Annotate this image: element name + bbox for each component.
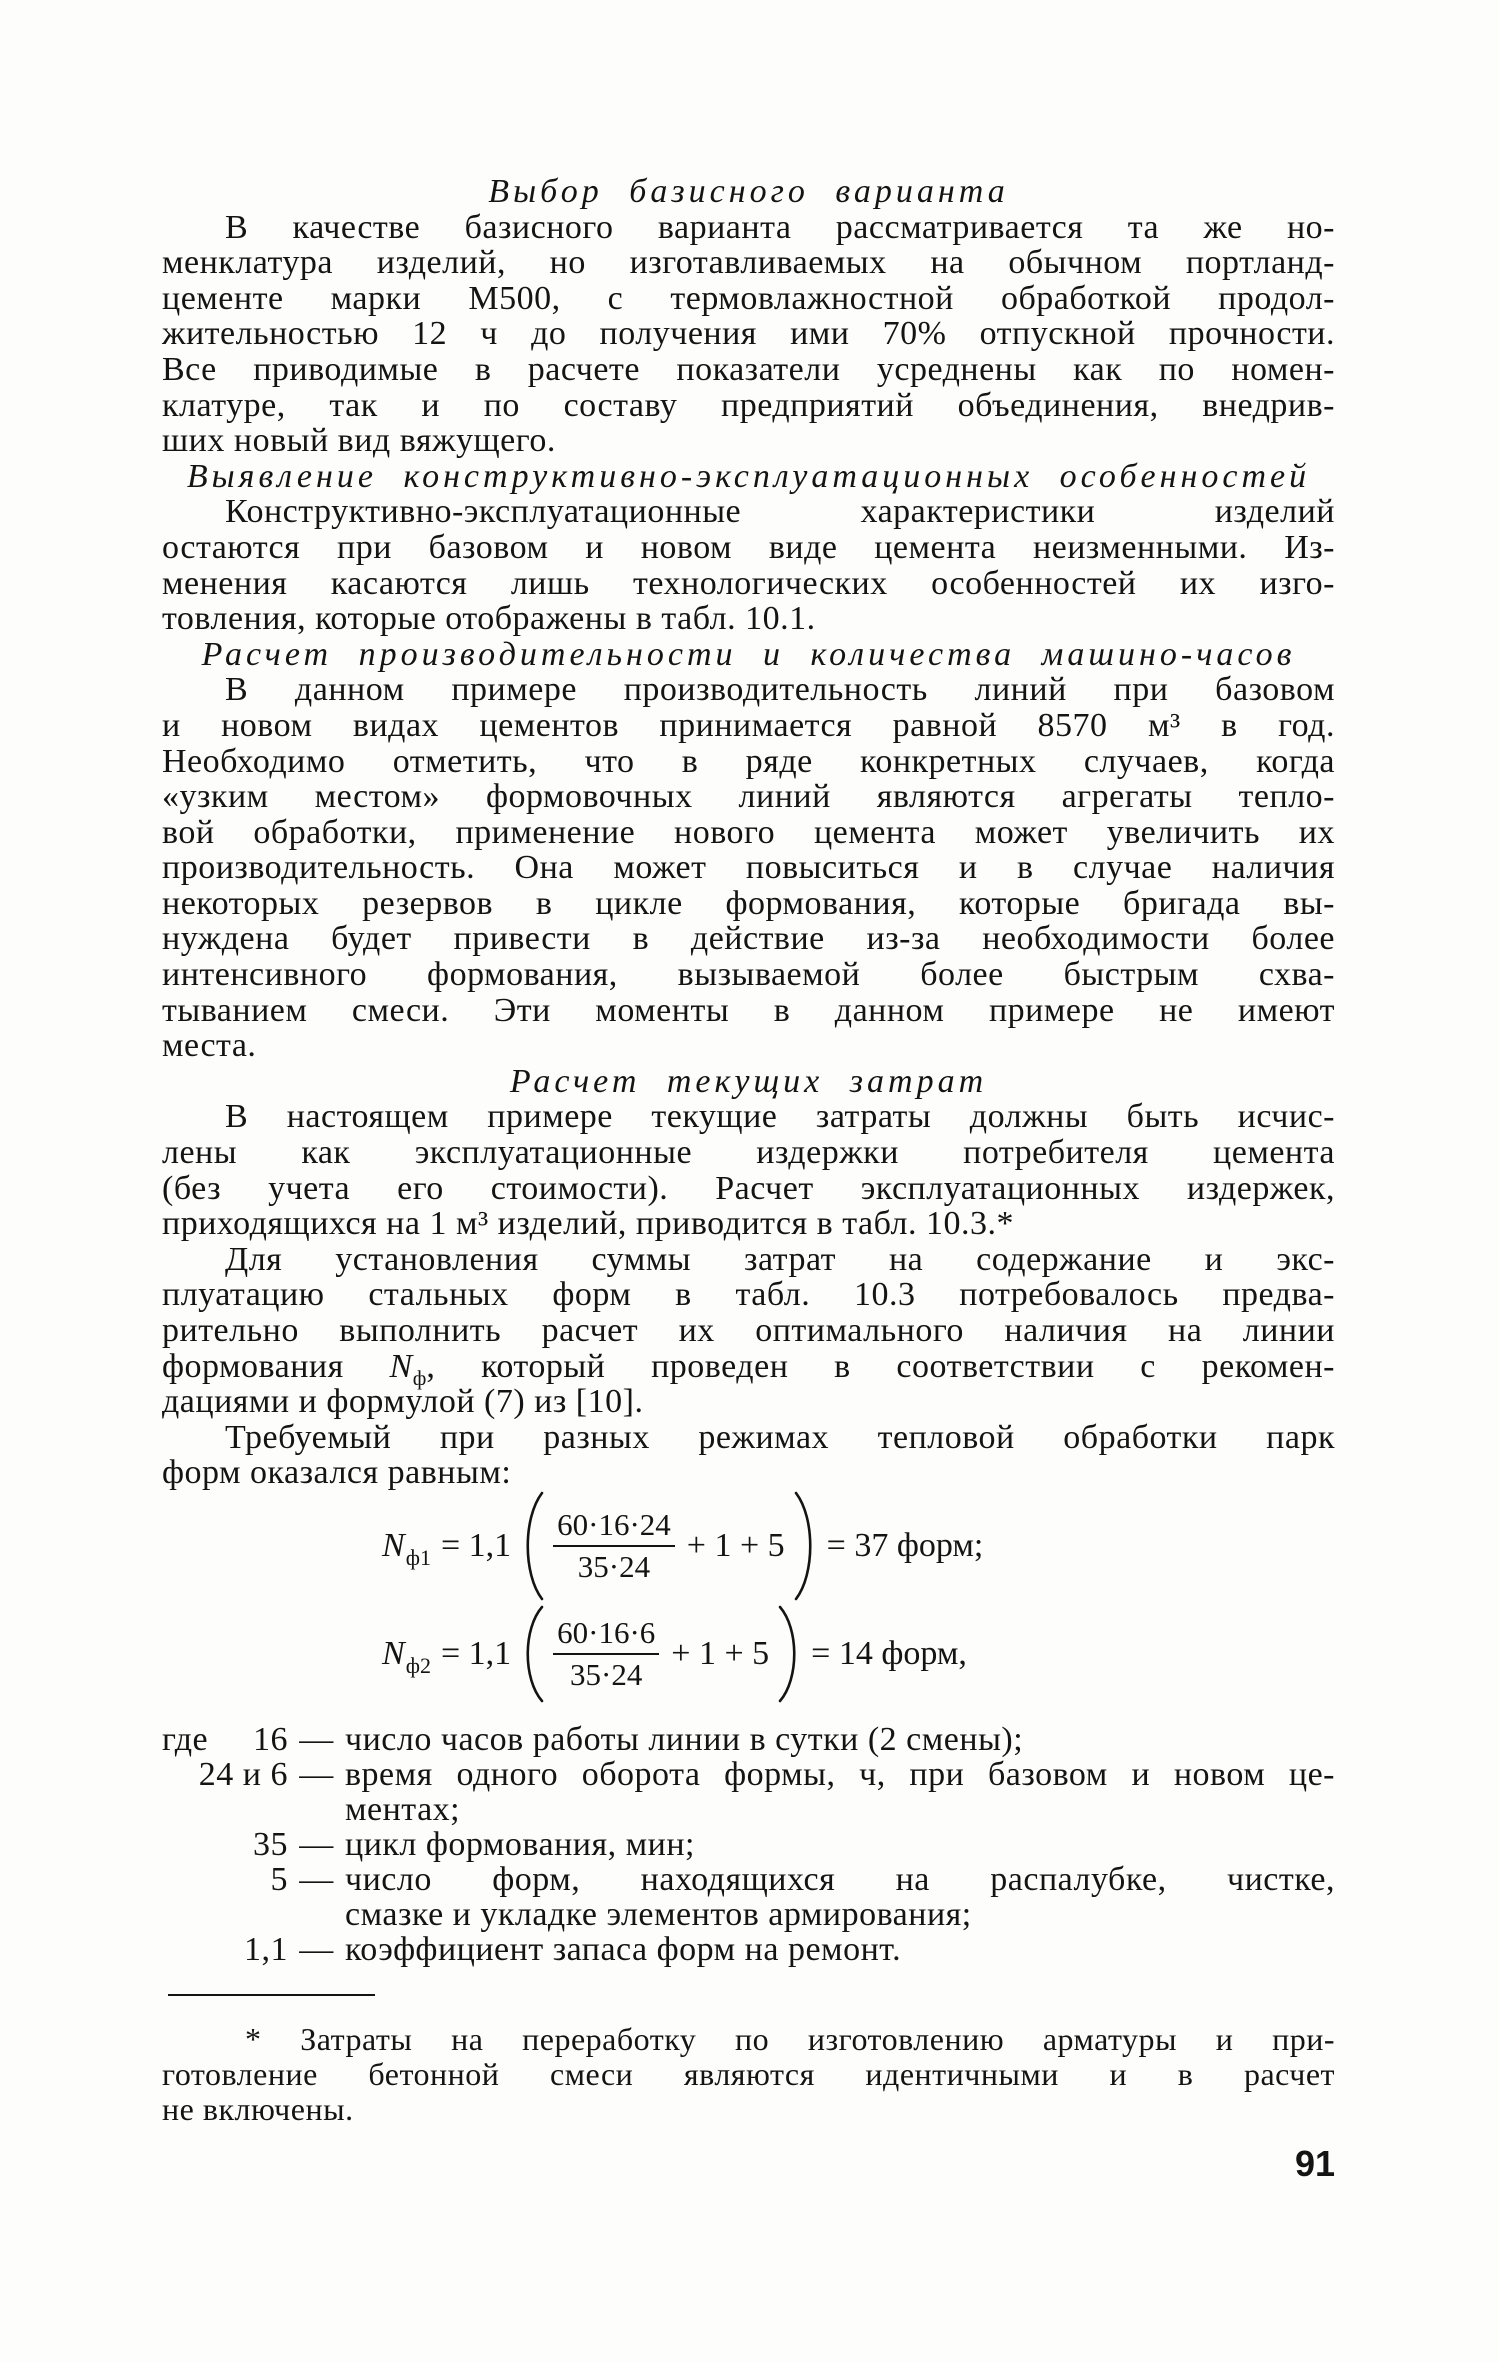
paragraph-line: Все приводимые в расчете показатели усреднены как по номен- xyxy=(162,350,1335,388)
fraction-denominator: 35·24 xyxy=(577,1549,651,1584)
section-heading: Расчет текущих затрат xyxy=(509,1062,988,1100)
paragraph-line: В качестве базисного варианта рассматривается та же но- xyxy=(225,208,1335,246)
paragraph-line: тыванием смеси. Эти моменты в данном примере не имеют xyxy=(162,991,1335,1029)
paragraph-line: (без учета его стоимости). Расчет эксплуатационных издержек, xyxy=(162,1169,1335,1207)
formula-addend: + 1 + 5 xyxy=(686,1527,785,1564)
paragraph-line: ших новый вид вяжущего. xyxy=(162,422,556,460)
paragraph-line: Требуемый при разных режимах тепловой обработки парк xyxy=(225,1418,1335,1456)
legend-term: где 16 xyxy=(162,1721,288,1758)
legend-line: коэффициент запаса форм на ремонт. xyxy=(345,1931,902,1968)
paragraph-line: Для установления суммы затрат на содержание и экс- xyxy=(225,1240,1335,1278)
paragraph-line: Конструктивно-эксплуатационные характеристики изделий xyxy=(225,493,1335,531)
formula-nf2 xyxy=(382,1604,967,1704)
formula-subscript: ф2 xyxy=(405,1653,431,1678)
paragraph-line: Необходимо отметить, что в ряде конкретных случаев, когда xyxy=(162,742,1335,780)
fraction-denominator: 35·24 xyxy=(570,1657,643,1692)
paragraph-line: нуждена будет привести в действие из-за необходимости более xyxy=(162,920,1335,958)
fraction xyxy=(553,1505,675,1587)
legend-dash: — xyxy=(299,1756,334,1793)
paragraph xyxy=(162,494,1335,636)
paragraph-line xyxy=(162,1347,1335,1390)
paragraph-line: и новом видах цементов принимается равной 8570 м³ в год. xyxy=(162,706,1335,744)
formula-result: = 37 форм; xyxy=(826,1527,984,1564)
line-text: , который проведен в соответствии с рекомен- xyxy=(426,1347,1335,1385)
legend-item xyxy=(162,1862,1335,1932)
main-text xyxy=(162,174,1335,1491)
paragraph-line: некоторых резервов в цикле формования, которые бригада вы- xyxy=(162,884,1335,922)
legend-term: 35 xyxy=(253,1826,288,1863)
page-number: 91 xyxy=(1294,2143,1335,2184)
fraction-numerator: 60·16·6 xyxy=(553,1613,659,1655)
legend-description xyxy=(345,1722,1335,1757)
legend-description xyxy=(345,1862,1335,1932)
paragraph-line: рительно выполнить расчет их оптимального наличия на линии xyxy=(162,1312,1335,1349)
variable-symbol: N xyxy=(389,1347,413,1385)
legend-description xyxy=(345,1827,1335,1862)
paragraph-line: клатуре, так и по составу предприятий объединения, внедрив- xyxy=(162,386,1335,424)
formula-symbol: N xyxy=(382,1527,405,1564)
formula-symbol: N xyxy=(382,1635,405,1672)
section-heading: Выявление конструктивно-эксплуатационных особенностей xyxy=(186,457,1311,495)
legend-item xyxy=(162,1827,1335,1862)
legend-term: 5 xyxy=(270,1861,288,1898)
formula-legend xyxy=(162,1722,1335,1967)
legend-line: цикл формования, мин; xyxy=(345,1826,695,1863)
paragraph-line: места. xyxy=(162,1027,257,1065)
legend-item xyxy=(162,1722,1335,1757)
legend-term: 24 и 6 xyxy=(198,1756,288,1793)
paragraph xyxy=(162,672,1335,1064)
formula-coefficient: = 1,1 xyxy=(440,1635,512,1672)
legend-item xyxy=(162,1932,1335,1967)
right-parenthesis xyxy=(775,1604,805,1704)
footnote-line: не включены. xyxy=(162,2091,354,2127)
legend-description xyxy=(345,1757,1335,1827)
paragraph-line: менения касаются лишь технологических особенностей их изго- xyxy=(162,564,1335,602)
paragraph-line: плуатацию стальных форм в табл. 10.3 потребовалось предва- xyxy=(162,1276,1335,1314)
legend-dash: — xyxy=(299,1931,334,1968)
paragraph-line: дациями и формулой (7) из [10]. xyxy=(162,1383,644,1421)
right-parenthesis xyxy=(791,1490,821,1602)
footnote-line: * Затраты на переработку по изготовлению арматуры и при- xyxy=(245,2021,1335,2057)
paragraph-line: менклатура изделий, но изготавливаемых на обычном портланд- xyxy=(162,244,1335,282)
legend-line: число форм, находящихся на распалубке, чистке, xyxy=(345,1861,1335,1898)
paragraph-line: интенсивного формования, вызываемой более быстрым схва- xyxy=(162,956,1335,994)
paragraph-line: В данном примере производительность линий при базовом xyxy=(225,671,1335,709)
formula-result: = 14 форм, xyxy=(811,1635,967,1672)
formula-nf1 xyxy=(382,1490,983,1602)
paragraph xyxy=(162,1420,1335,1491)
formula-addend: + 1 + 5 xyxy=(671,1635,770,1672)
legend-term: 1,1 xyxy=(244,1931,288,1968)
paragraph xyxy=(162,210,1335,459)
legend-line: смазке и укладке элементов армирования; xyxy=(345,1896,972,1933)
legend-dash: — xyxy=(299,1826,334,1863)
paragraph-line: «узким местом» формовочных линий являются агрегаты тепло- xyxy=(162,778,1335,816)
paragraph-line: форм оказался равным: xyxy=(162,1454,512,1492)
paragraph-line: лены как эксплуатационные издержки потребителя цемента xyxy=(162,1134,1335,1172)
line-text: формования xyxy=(162,1347,390,1385)
formula-coefficient: = 1,1 xyxy=(440,1527,512,1564)
footnote-line: готовление бетонной смеси являются идентичными и в расчет xyxy=(162,2056,1335,2092)
legend-item xyxy=(162,1757,1335,1827)
paragraph-line: В настоящем примере текущие затраты должны быть исчис- xyxy=(225,1098,1335,1136)
paragraph-line: жительностью 12 ч до получения ими 70% отпускной прочности. xyxy=(162,315,1335,353)
legend-line: время одного оборота формы, ч, при базовом и новом це- xyxy=(345,1756,1335,1793)
legend-description xyxy=(345,1932,1335,1967)
paragraph-line: производительность. Она может повыситься и в случае наличия xyxy=(162,849,1335,887)
paragraph-line: товления, которые отображены в табл. 10.1. xyxy=(162,600,816,638)
paragraph xyxy=(162,1242,1335,1420)
legend-line: ментах; xyxy=(345,1791,461,1828)
paragraph xyxy=(162,1099,1335,1241)
legend-dash: — xyxy=(299,1721,334,1758)
footnote xyxy=(162,2022,1335,2127)
left-parenthesis xyxy=(517,1604,547,1704)
fraction xyxy=(553,1613,659,1695)
legend-line: число часов работы линии в сутки (2 смены); xyxy=(345,1721,1024,1758)
paragraph-line: вой обработки, применение нового цемента может увеличить их xyxy=(162,813,1335,851)
fraction-numerator: 60·16·24 xyxy=(553,1505,675,1547)
formula-subscript: ф1 xyxy=(405,1545,431,1570)
left-parenthesis xyxy=(517,1490,547,1602)
paragraph-line: приходящихся на 1 м³ изделий, приводится в табл. 10.3.* xyxy=(162,1205,1014,1243)
footnote-rule xyxy=(168,1994,375,1996)
variable-subscript: ф xyxy=(412,1365,427,1390)
legend-dash: — xyxy=(299,1861,334,1898)
section-heading: Выбор базисного варианта xyxy=(488,173,1009,210)
section-heading: Расчет производительности и количества машино-часов xyxy=(201,635,1296,673)
paragraph-line: цементе марки М500, с термовлажностной обработкой продол- xyxy=(162,279,1335,317)
paragraph-line: остаются при базовом и новом виде цемента неизменными. Из- xyxy=(162,528,1335,566)
